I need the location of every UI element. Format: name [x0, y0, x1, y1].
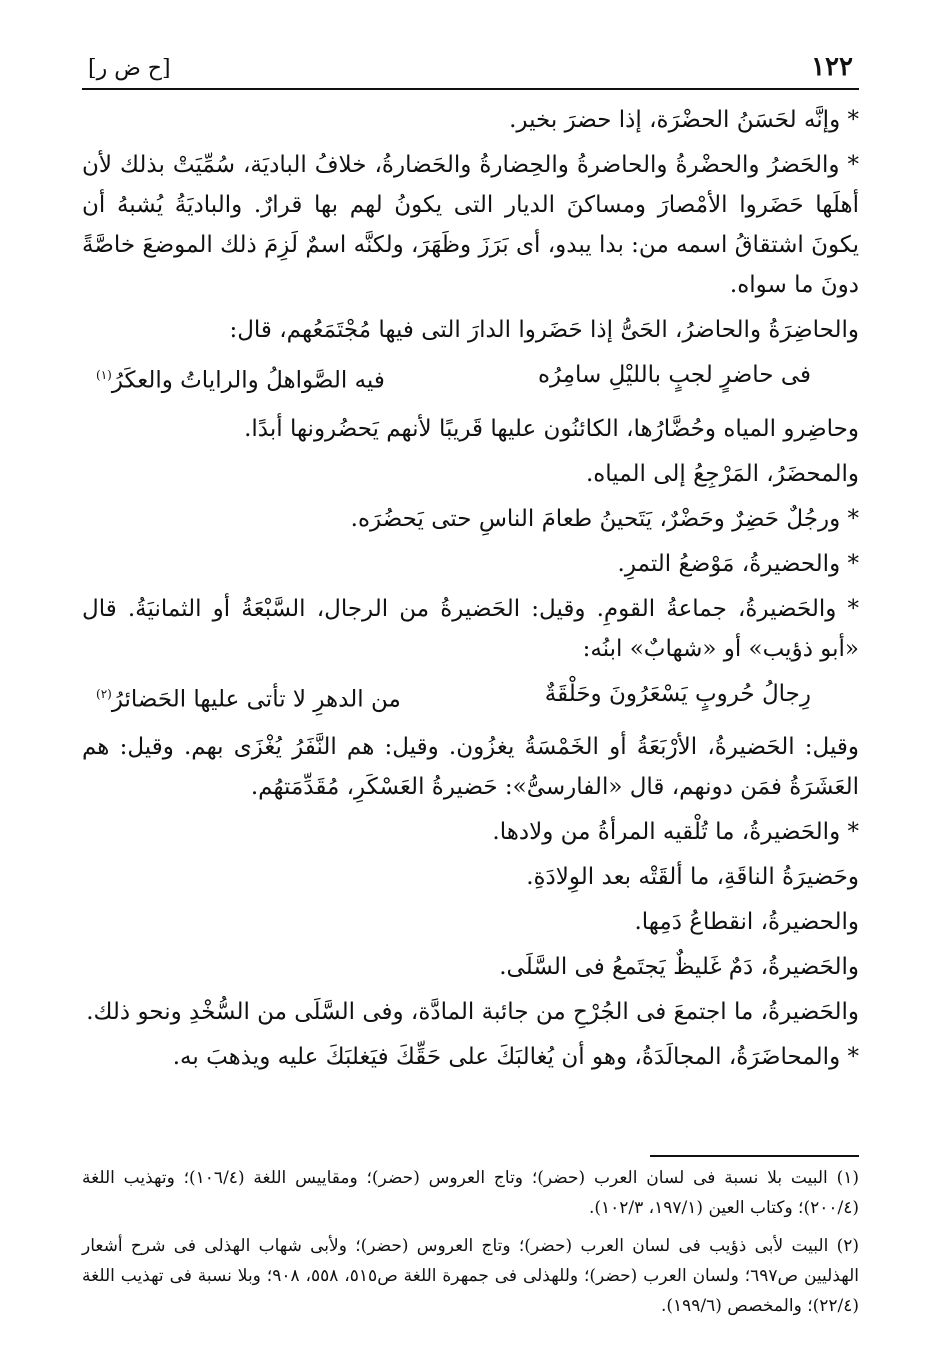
header-rule	[82, 88, 859, 90]
paragraph: * ورجُلٌ حَضِرٌ وحَضْرٌ، يَتَحينُ طعامَ الناسِ حتى يَحضُرَه.	[350, 505, 859, 532]
verse-hemistich-first: فى حاضرٍ لجبٍ بالليْلِ سامِرُه	[537, 362, 811, 388]
poetry-verse	[82, 355, 859, 401]
page-number: ١٢٢	[811, 52, 853, 82]
verse-hemistich-first: رِجالُ حُروبٍ يَسْعَرُونَ وحَلْقَةٌ	[544, 680, 811, 707]
paragraph: * والمحاضَرَةُ، المجالَدَةُ، وهو أن يُغالبَكَ على حَقِّكَ فيَغلبَكَ عليه ويذهبَ به.	[172, 1044, 859, 1071]
paragraph: * والحَضيرةُ، جماعةُ القومِ. وقيل: الحَضيرةُ من الرجال، السَّبْعَةُ أو الثمانيَةُ. قال «أبو ذؤيب» أو «شهابٌ» ابنُه:	[82, 595, 859, 662]
verse-hemistich-text: فيه الصَّواهلُ والراياتُ والعكَرُ	[111, 367, 385, 394]
footnote-marker: (١)	[96, 368, 112, 382]
paragraph: وحَضيرَةُ الناقَةِ، ما ألقَتْه بعد الوِلادَةِ.	[526, 864, 859, 891]
root-letters-label: [ح ض ر]	[88, 56, 171, 81]
verse-hemistich-second	[96, 355, 385, 401]
verse-hemistich-second	[96, 674, 401, 720]
footnote: (٢) البيت لأبى ذؤيب فى لسان العرب (حضر)؛ وتاج العروس (حضر)؛ ولأبى شهاب الهذلى فى شرح أشعار الهذليين ص٦٩٧؛ ولسان العرب (حضر)؛ وللهذلى فى جمهرة اللغة ص٥١٥، ٥٥٨، ٩٠٨؛ وبلا نسبة فى تهذيب اللغة (٢٢/٤)؛ والمخصص (١٩٩/٦).	[82, 1236, 860, 1316]
paragraph: وحاضِرو المياه وحُضَّارُها، الكائنُون عليها قَريبًا لأنهم يَحضُرونها أبدًا.	[244, 415, 859, 442]
paragraph: * وإنَّه لحَسَنُ الحضْرَة، إذا حضرَ بخير.	[509, 107, 859, 133]
paragraph: * والحَضرُ والحضْرةُ والحاضرةُ والحِضارةُ والحَضارةُ، خلافُ الباديَة، سُمِّيَتْ بذلك لأن أهلَها حَضَروا الأمْصارَ ومساكنَ الديار التى يكونُ لهم بها قرارٌ. والباديَةُ يُشبهُ أن يكونَ اشتقاقُ اسمه من: بدا يبدو، أى بَرَزَ وظَهَرَ، ولكنَّه اسمٌ لَزِمَ ذلك الموضعَ خاصَّةً دونَ ما سواه.	[82, 152, 859, 298]
paragraph: والحاضِرَةُ والحاضرُ، الحَىُّ إذا حَضَروا الدارَ التى فيها مُجْتَمَعُهم، قال:	[229, 317, 859, 343]
poetry-verse	[82, 674, 859, 720]
paragraph: والحَضيرةُ، دَمٌ غَليظٌ يَجتَمعُ فى السَّلَى.	[499, 954, 859, 981]
paragraph: والحضيرةُ، انقطاعُ دَمِها.	[634, 909, 859, 936]
paragraph: * والحَضيرةُ، ما تُلْقيه المرأةُ من ولادها.	[492, 819, 859, 846]
paragraph: * والحضيرةُ، مَوْضعُ التمرِ.	[617, 550, 859, 577]
paragraph: والمحضَرُ، المَرْجِعُ إلى المياه.	[585, 460, 859, 487]
footnote-marker: (٢)	[96, 686, 112, 701]
paragraph: والحَضيرةُ، ما اجتمعَ فى الجُرْحِ من جائبة المادَّة، وفى السَّلَى من السُّخْدِ ونحو ذلك.	[86, 999, 859, 1026]
verse-hemistich-text: من الدهرِ لا تأتى عليها الحَضائرُ	[111, 686, 401, 713]
footnotes	[82, 1163, 859, 1329]
page-header	[82, 50, 859, 88]
footnote-rule	[650, 1155, 859, 1157]
main-text	[82, 100, 859, 1082]
paragraph: وقيل: الحَضيرةُ، الأرْبَعَةُ أو الخَمْسَةُ يغزُون. وقيل: هم النَّفَرُ يُغْزَى بهم. وقيل: هم العَشَرَةُ فمَن دونهم، قال «الفارسىُّ»: حَضيرةُ العَسْكَرِ، مُقَدِّمَتهُم.	[82, 734, 859, 801]
footnote: (١) البيت بلا نسبة فى لسان العرب (حضر)؛ وتاج العروس (حضر)؛ ومقاييس اللغة (١٠٦/٤)؛ وتهذيب اللغة (٢٠٠/٤)؛ وكتاب العين (١٩٧/١، ١٠٢/٣).	[82, 1168, 859, 1218]
